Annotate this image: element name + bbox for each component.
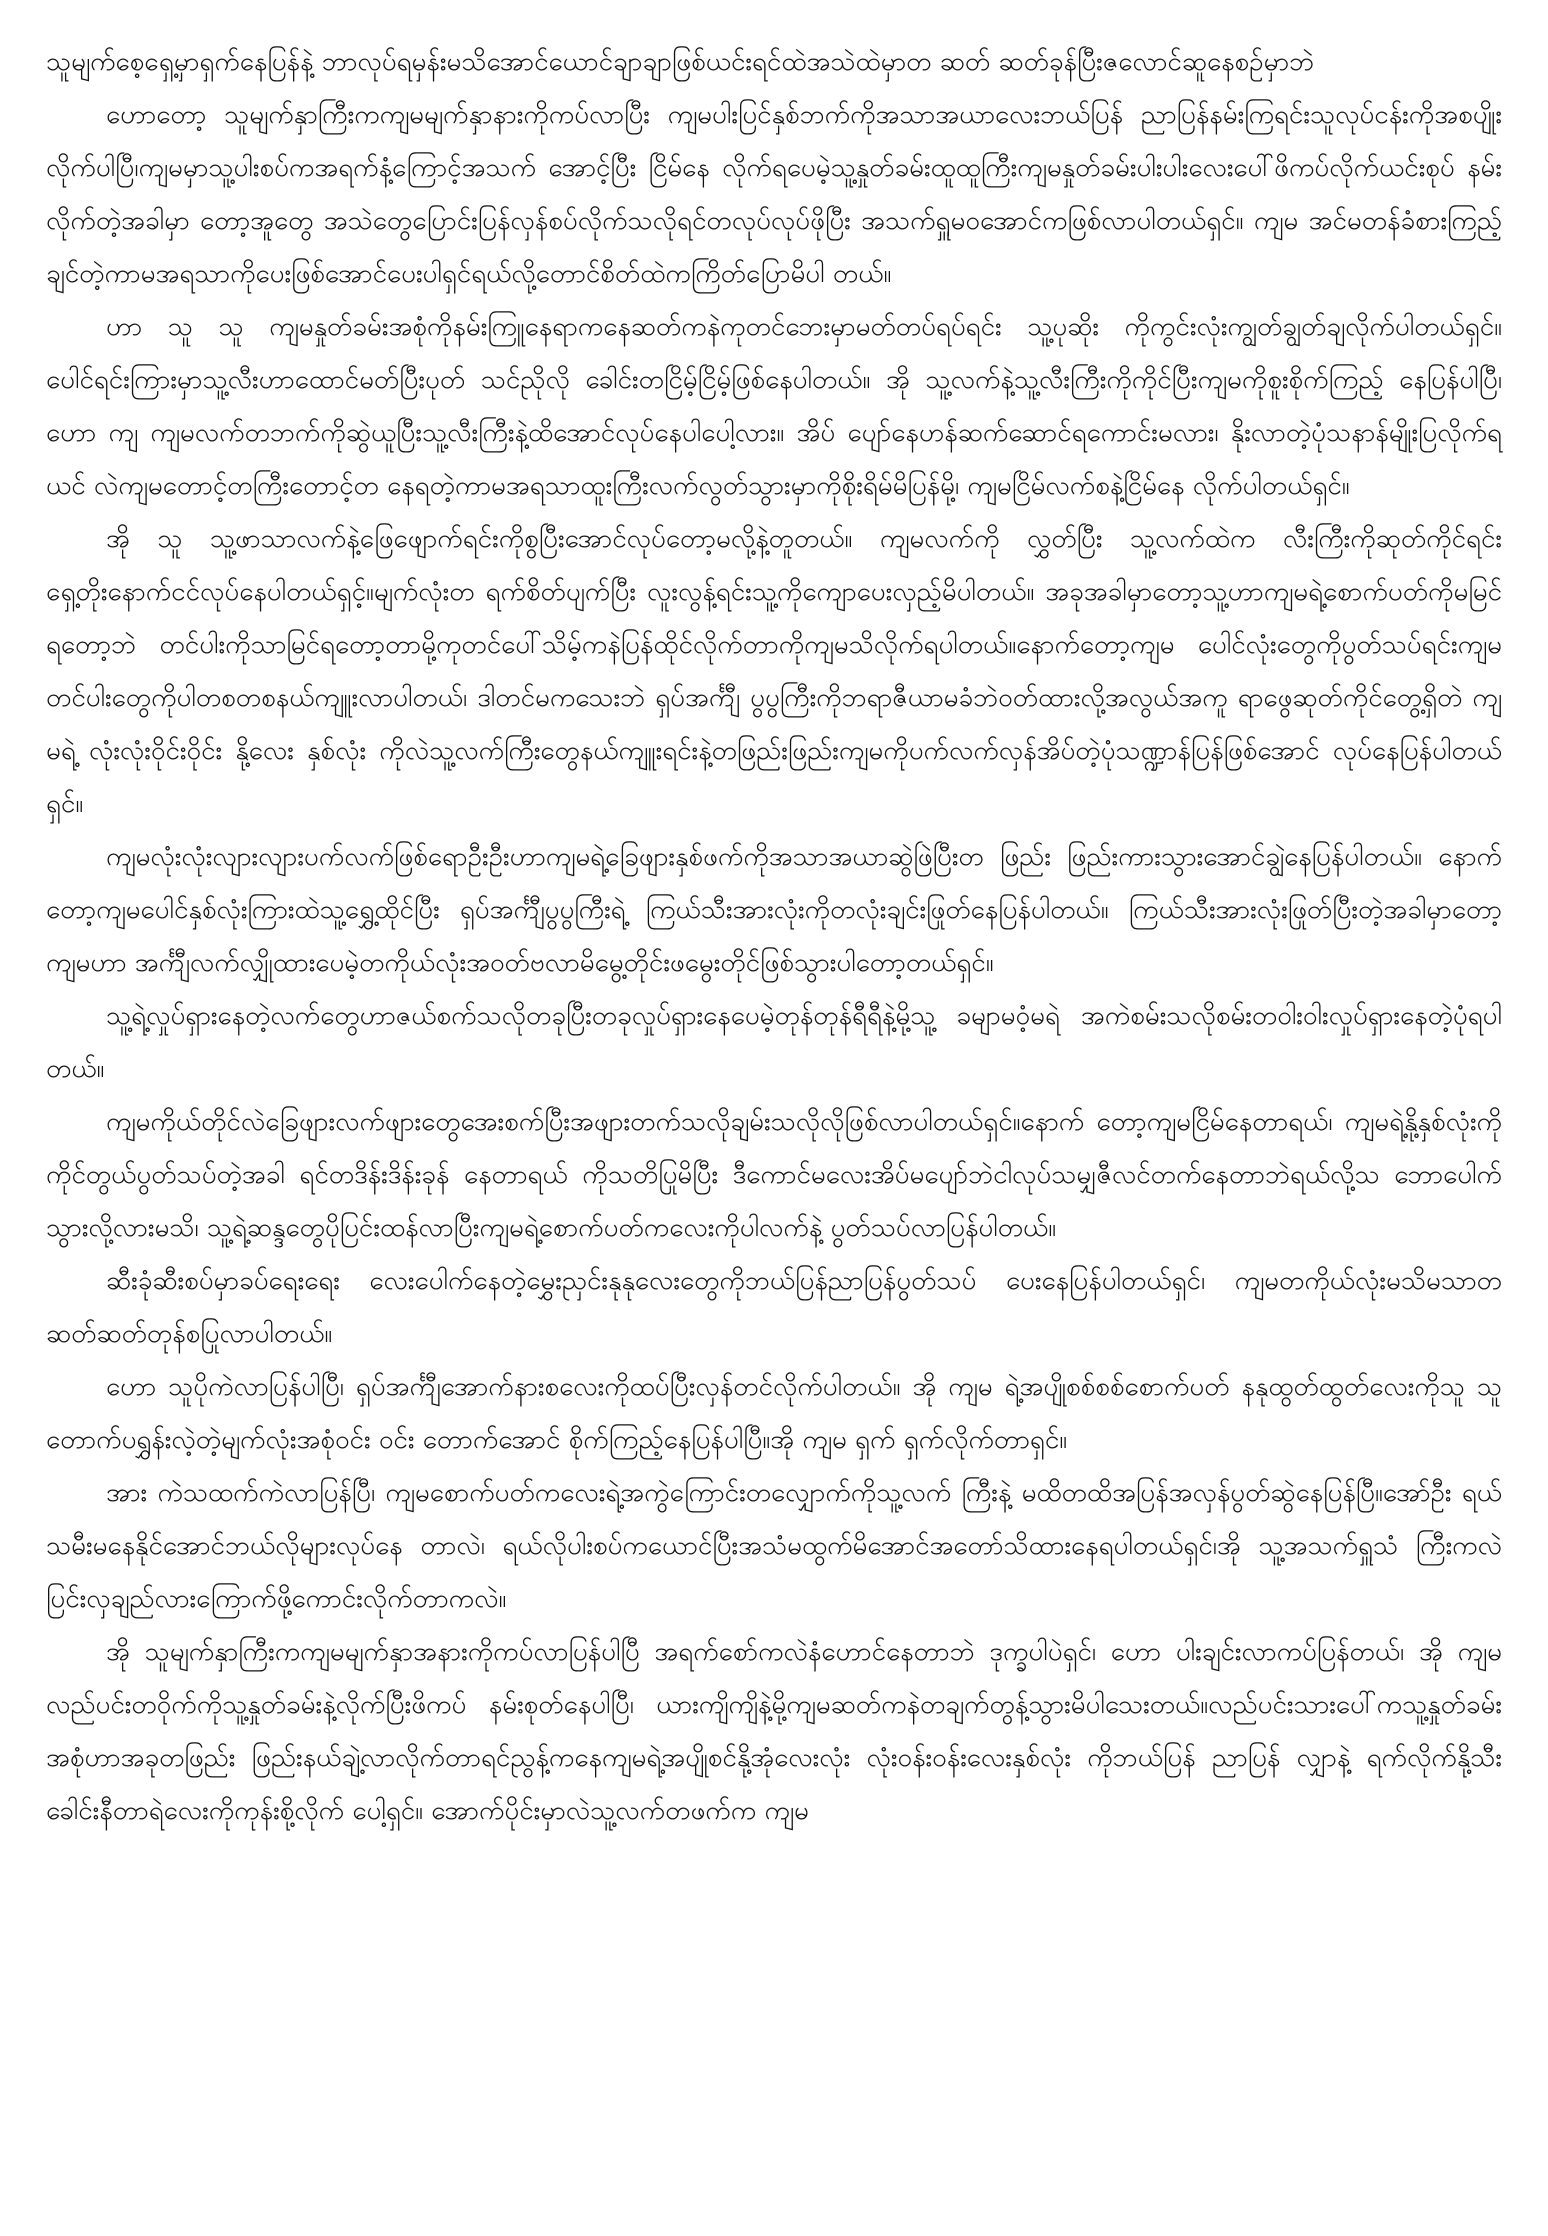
paragraph-4: အို သူ သူ့ဖာသာလက်နဲ့ဖြေဖျောက်ရင်းကိုစွပြီးအောင်လုပ်တော့မလို့နဲ့တူတယ်။ ကျမလက်ကို လွှတ်ပြီး သူ့လက်ထဲက လီးကြီးကိုဆုတ်ကိုင်ရင်းရှေ့တိုးနောက်ငင်လုပ်နေပါတယ်ရှင့်။မျက်လုံးတ ရက်စိတ်ပျက်ပြီး လူးလွန့်ရင်းသူ့ကိုကျောပေးလှည့်မိပါတယ်။ အခုအခါမှာတော့သူ့ဟာကျမရဲ့စောက်ပတ်ကိုမမြင်ရတော့ဘဲ တင်ပါးကိုသာမြင်ရတော့တာမို့ကုတင်ပေါ်သိမ့်ကနဲပြန်ထိုင်လိုက်တာကိုကျမသိလိုက်ရပါတယ်။နောက်တော့ကျမ ပေါင်လုံးတွေကိုပွတ်သပ်ရင်းကျမတင်ပါးတွေကိုပါတစတစနယ်ကျူးလာပါတယ်၊ ဒါတင်မကသေးဘဲ ရှပ်အင်္ကျီ ပွပွကြီးကိုဘရာဇီယာမခံဘဲဝတ်ထားလို့အလွယ်အကူ ရာဖွေဆုတ်ကိုင်တွေ့ရှိတဲ ကျမရဲ့ လုံးလုံးဝိုင်းဝိုင်း နို့လေး နှစ်လုံး ကိုလဲသူ့လက်ကြီးတွေနယ်ကျူးရင်းနဲ့တဖြည်းဖြည်းကျမကိုပက်လက်လှန်အိပ်တဲ့ပုံသဏ္ဍာန်ပြန်ဖြစ်အောင် လုပ်နေပြန်ပါတယ်ရှင်။ [46, 524, 1502, 819]
paragraph-5: ကျမလုံးလုံးလျားလျားပက်လက်ဖြစ်ရောဦးဦးဟာကျမရဲ့ခြေဖျားနှစ်ဖက်ကိုအသာအယာဆွဲဖြဲပြီးတ ဖြည်း ဖြည်းကားသွားအောင်ချွဲနေပြန်ပါတယ်။ နောက်တော့ကျမပေါင်နှစ်လုံးကြားထဲသူ့ရွှေ့ထိုင်ပြီး ရှပ်အင်္ကျီပွပွကြီးရဲ့ ကြယ်သီးအားလုံးကိုတလုံးချင်းဖြုတ်နေပြန်ပါတယ်။ ကြယ်သီးအားလုံးဖြုတ်ပြီးတဲ့အခါမှာတော့ ကျမဟာ အင်္ကျီလက်လျှိုထားပေမဲ့တကိုယ်လုံးအဝတ်ဗလာမိမွေ့တိုင်းဖမွေးတိုင်ဖြစ်သွားပါတော့တယ်ရှင်။ [46, 842, 1502, 978]
paragraph-9: ဟော သူပိုကဲလာပြန်ပါပြီ၊ ရှပ်အင်္ကျီအောက်နားစလေးကိုထပ်ပြီးလှန်တင်လိုက်ပါတယ်။ အို ကျမ ရဲ့အပျိုစစ်စစ်စောက်ပတ် နနုထွတ်ထွတ်လေးကိုသူ သူ တောက်ပရွှန်းလဲ့တဲ့မျက်လုံးအစုံဝင်း ဝင်း တောက်အောင် စိုက်ကြည့်နေပြန်ပါပြီ။အို ကျမ ရှက် ရှက်လိုက်တာရှင်။ [46, 1372, 1502, 1455]
paragraph-10: အား ကဲသထက်ကဲလာပြန်ပြီ၊ ကျမစောက်ပတ်ကလေးရဲ့အကွဲကြောင်းတလျှောက်ကိုသူ့လက် ကြီးနဲ့ မထိတထိအပြန်အလှန်ပွတ်ဆွဲနေပြန်ပြီ။အော်ဦး ရယ်သမီးမနေနိုင်အောင်ဘယ်လိုများလုပ်နေ တာလဲ၊ ရယ်လိုပါးစပ်ကယောင်ပြီးအသံမထွက်မိအောင်အတော်သိထားနေရပါတယ်ရှင်၊အို သူ့အသက်ရှူသံ ကြီးကလဲပြင်းလှချည်လားကြောက်ဖို့ကောင်းလိုက်တာကလဲ။ [46, 1478, 1502, 1614]
document-page [46, 36, 1502, 1838]
paragraph-2: ဟောတော့ သူမျက်နှာကြီးကကျမမျက်နှာနားကိုကပ်လာပြီး ကျမပါးပြင်နှစ်ဘက်ကိုအသာအယာလေးဘယ်ပြန် ညာပြန်နမ်းကြရင်းသူလုပ်ငန်းကိုအစပျိုးလိုက်ပါပြီ၊ကျမမှာသူ့ပါးစပ်ကအရက်နံ့ကြောင့်အသက် အောင့်ပြီး ငြိမ်နေ လိုက်ရပေမဲ့သူ့နှုတ်ခမ်းထူထူကြီးကျမနှုတ်ခမ်းပါးပါးလေးပေါ်ဖိကပ်လိုက်ယင်းစုပ် နမ်းလိုက်တဲ့အခါမှာ တော့အူတွေ အသဲတွေပြောင်းပြန်လှန်စပ်လိုက်သလိုရင်တလုပ်လုပ်ဖိုပြီး အသက်ရှူမဝအောင်ကဖြစ်လာပါတယ်ရှင်။ ကျမ အင်မတန်ခံစားကြည့်ချင်တဲ့ကာမအရသာကိုပေးဖြစ်အောင်ပေးပါရှင်ရယ်လို့တောင်စိတ်ထဲကကြိတ်ပြောမိပါ တယ်။ [46, 100, 1502, 289]
paragraph-7: ကျမကိုယ်တိုင်လဲခြေဖျားလက်ဖျားတွေအေးစက်ပြီးအဖျားတက်သလိုချမ်းသလိုလိုဖြစ်လာပါတယ်ရှင်။နောက် တော့ကျမငြိမ်နေတာရယ်၊ ကျမရဲ့နို့နှစ်လုံးကိုကိုင်တွယ်ပွတ်သပ်တဲ့အခါ ရင်တဒိန်းဒိန်းခုန် နေတာရယ် ကိုသတိပြုမိပြီး ဒီကောင်မလေးအိပ်မပျော်ဘဲငါလုပ်သမျှဇီလင်တက်နေတာဘဲရယ်လို့သ ဘောပေါက် သွားလို့လားမသိ၊ သူ့ရဲ့ဆန္ဒတွေပိုပြင်းထန်လာပြီးကျမရဲ့စောက်ပတ်ကလေးကိုပါလက်နဲ့ ပွတ်သပ်လာပြန်ပါတယ်။ [46, 1107, 1502, 1243]
paragraph-8: ဆီးခုံဆီးစပ်မှာခပ်ရေးရေး လေးပေါက်နေတဲ့မွှေးညှင်းနုနုလေးတွေကိုဘယ်ပြန်ညာပြန်ပွတ်သပ် ပေးနေပြန်ပါတယ်ရှင်၊ ကျမတကိုယ်လုံးမသိမသာတဆတ်ဆတ်တုန်စပြုလာပါတယ်။ [46, 1266, 1502, 1349]
paragraph-3: ဟာ သူ သူ ကျမနှုတ်ခမ်းအစုံကိုနမ်းကြူနေရာကနေဆတ်ကနဲကုတင်ဘေးမှာမတ်တပ်ရပ်ရင်း သူ့ပုဆိုး ကိုကွင်းလုံးကျွတ်ချွတ်ချလိုက်ပါတယ်ရှင်။ ပေါင်ရင်းကြားမှာသူ့လီးဟာထောင်မတ်ပြီးပုတ် သင်ညိုလို ခေါင်းတငြိမ့်ငြိမ့်ဖြစ်နေပါတယ်။ အို သူ့လက်နဲ့သူ့လီးကြီးကိုကိုင်ပြီးကျမကိုစူးစိုက်ကြည့် နေပြန်ပါပြီ၊ ဟော ကျ ကျမလက်တဘက်ကိုဆွဲယူပြီးသူ့လီးကြီးနဲ့ထိအောင်လုပ်နေပါပေါ့လား။ အိပ် ပျော်နေဟန်ဆက်ဆောင်ရကောင်းမလား၊ နိုးလာတဲ့ပုံသနာန်မျိုးပြလိုက်ရယင် လဲကျမတောင့်တကြီးတောင့်တ နေရတဲ့ကာမအရသာထူးကြီးလက်လွတ်သွားမှာကိုစိုးရိမ်မိပြန်မို့၊ ကျမငြိမ်လက်စနဲ့ငြိမ်နေ လိုက်ပါတယ်ရှင်။ [46, 312, 1502, 501]
paragraph-1: သူမျက်စေ့ရှေ့မှာရှက်နေပြန်နဲ့ ဘာလုပ်ရမှန်းမသိအောင်ယောင်ချာချာဖြစ်ယင်းရင်ထဲအသဲထဲမှာတ ဆတ် ဆတ်ခုန်ပြီးဇလောင်ဆူနေစဉ်မှာဘဲ [46, 47, 1315, 77]
paragraph-11: အို သူမျက်နှာကြီးကကျမမျက်နှာအနားကိုကပ်လာပြန်ပါပြီ အရက်စော်ကလဲနံဟောင်နေတာဘဲ ဒုက္ခပါပဲရှင်၊ ဟော ပါးချင်းလာကပ်ပြန်တယ်၊ အို ကျမလည်ပင်းတဝိုက်ကိုသူ့နှုတ်ခမ်းနဲ့လိုက်ပြီးဖိကပ် နမ်းစုတ်နေပါပြီ၊ ယားကျိကျိနဲ့မို့ကျမဆတ်ကနဲတချက်တွန့်သွားမိပါသေးတယ်။လည်ပင်းသားပေါ်ကသူ့နှုတ်ခမ်းအစုံဟာအခုတဖြည်း ဖြည်းနယ်ချဲ့လာလိုက်တာရင်ညွန့်ကနေကျမရဲ့အပျိုစင်နို့အုံလေးလုံး လုံးဝန်းဝန်းလေးနှစ်လုံး ကိုဘယ်ပြန် ညာပြန် လျှာနဲ့ ရက်လိုက်နို့သီးခေါင်းနီတာရဲလေးကိုကုန်းစို့လိုက် ပေါ့ရှင်။ အောက်ပိုင်းမှာလဲသူ့လက်တဖက်က ကျမ [46, 1637, 1502, 1826]
paragraph-6: သူ့ရဲ့လှုပ်ရှားနေတဲ့လက်တွေဟာဇယ်စက်သလိုတခုပြီးတခုလှုပ်ရှားနေပေမဲ့တုန်တုန်ရီရီနဲ့မို့သူ့ ခမျာမဝံ့မရဲ အကဲစမ်းသလိုစမ်းတဝါးဝါးလှုပ်ရှားနေတဲ့ပုံရပါတယ်။ [46, 1001, 1502, 1084]
